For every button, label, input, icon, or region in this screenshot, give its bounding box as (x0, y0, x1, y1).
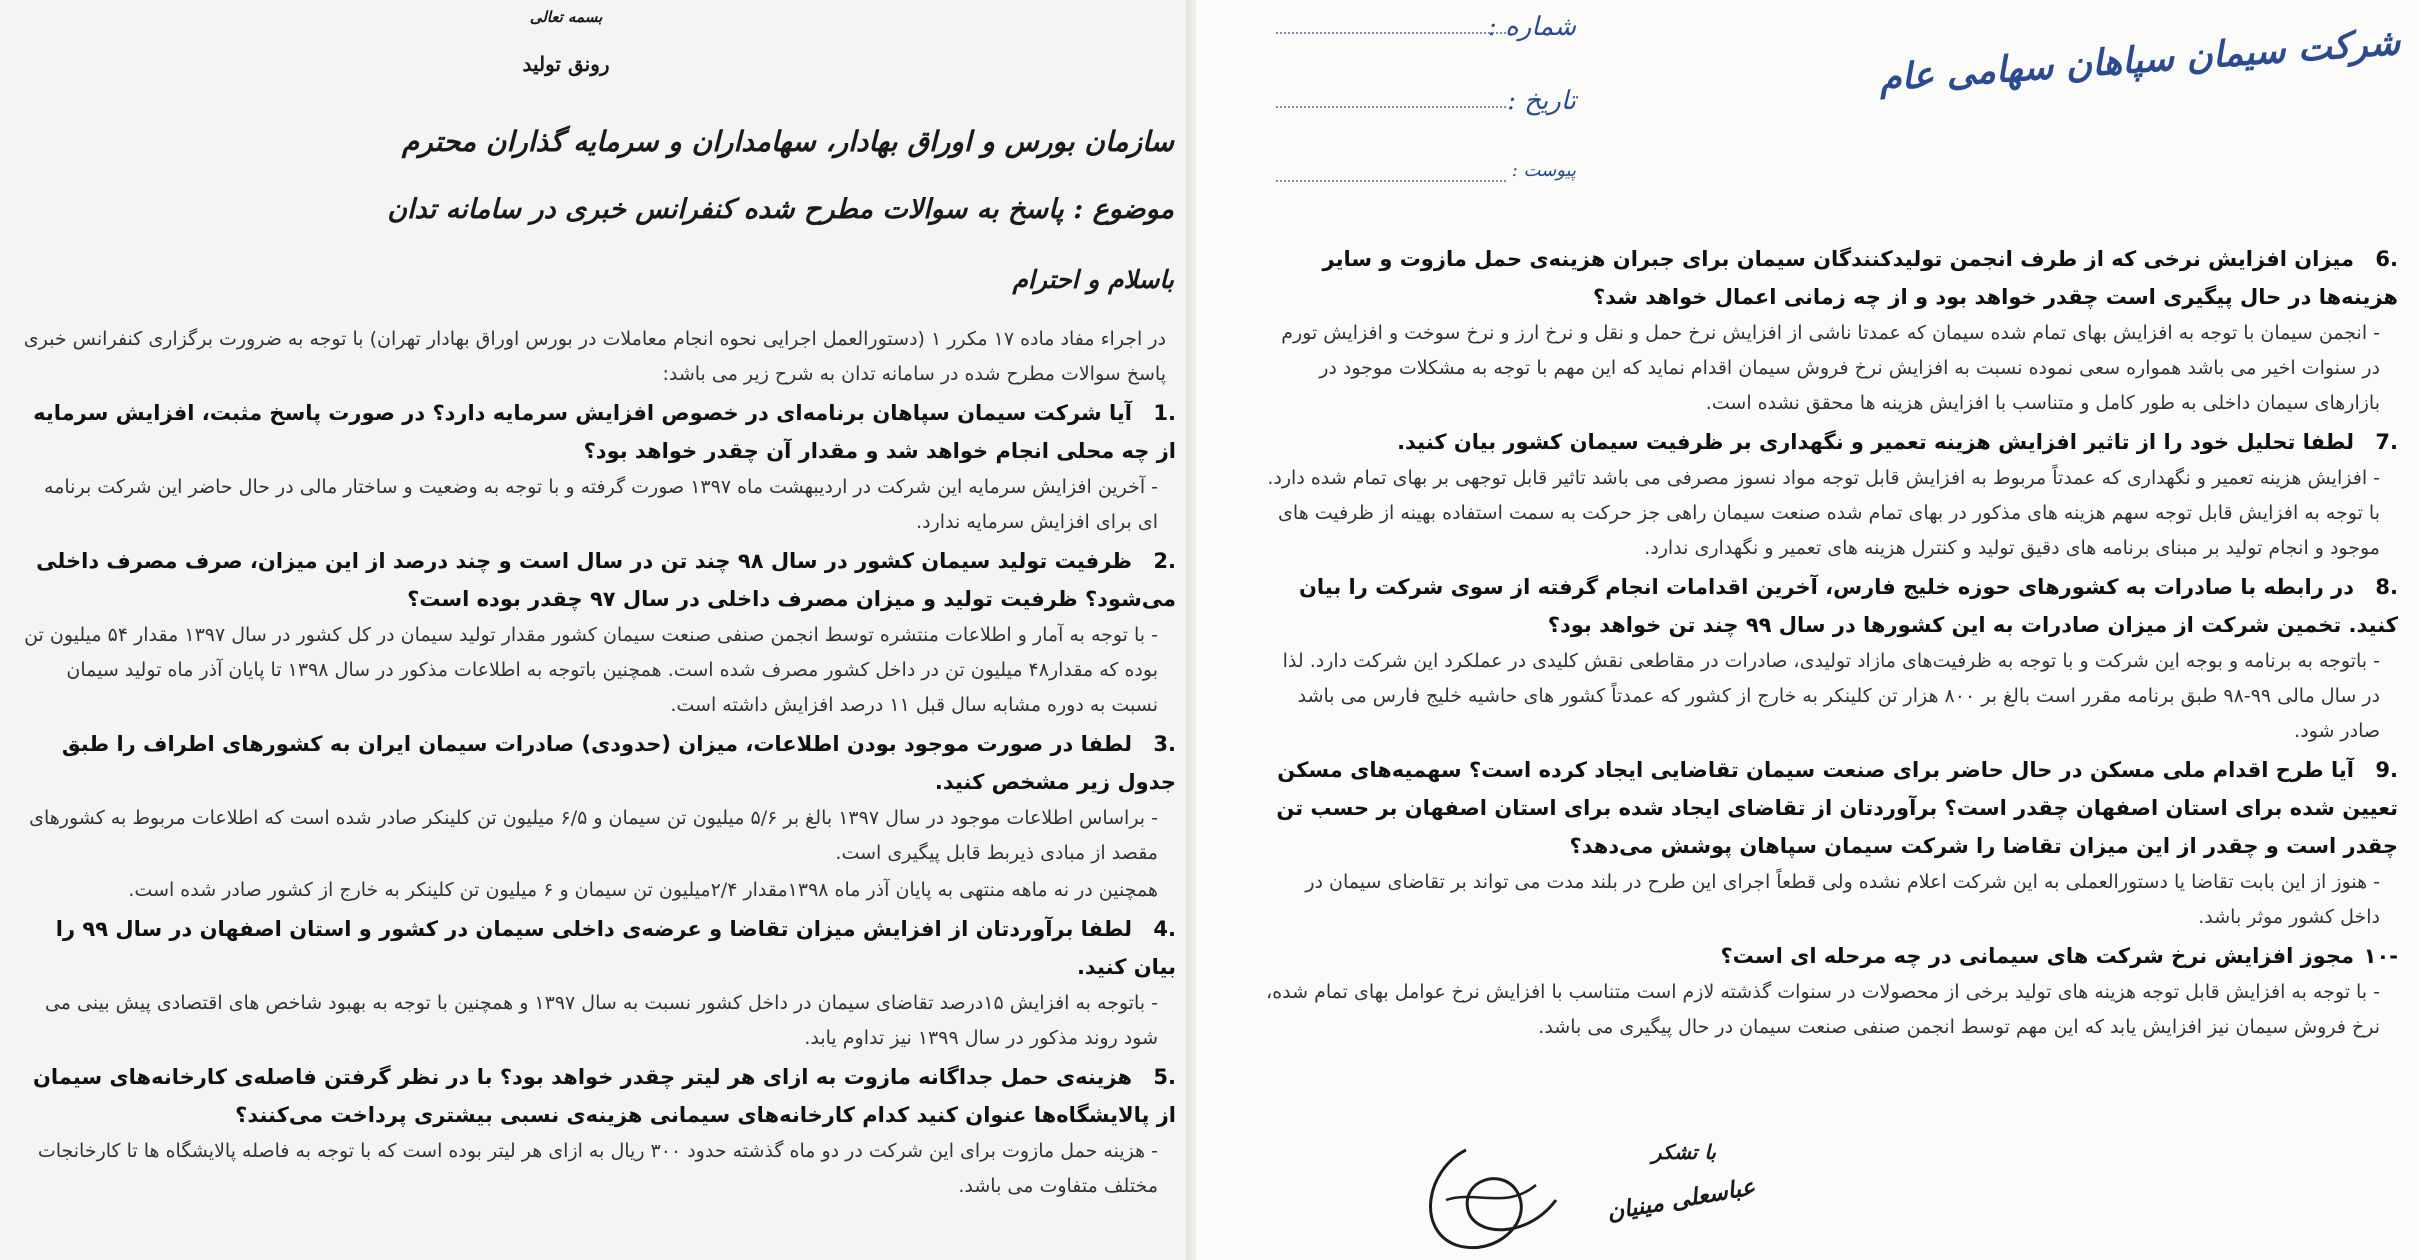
question-item (1266, 423, 2398, 566)
greeting: باسلام و احترام (1012, 265, 1174, 294)
question-text: در رابطه با صادرات به کشورهای حوزه خلیج فارس، آخرین اقدامات انجام گرفته از سوی شرکت را بیان کنید. تخمین شرکت از میزان صادرات به این کشورها در سال ۹۹ چند تن خواهد بود؟ (1298, 575, 2398, 637)
question-text: هزینه‌ی حمل جداگانه مازوت به ازای هر لیتر چقدر خواهد بود؟ با در نظر گرفتن فاصله‌ی کارخانه‌های سیمان از پالایشگاه‌ها عنوان کنید کدام کارخانه‌های سیمانی هزینه‌ی نسبی بیشتری پرداخت می‌کنند؟ (32, 1065, 1176, 1127)
answer-text: - هنوز از این بابت تقاضا یا دستورالعملی به این شرکت اعلام نشده ولی قطعاً اجرای این طرح در بلند مدت می تواند بر تقاضای سیمان در داخل کشور موثر باشد. (1305, 871, 2380, 928)
question-number: .5 (1153, 1065, 1176, 1089)
question-item (22, 1058, 1176, 1204)
answer-text: - باتوجه به افزایش ۱۵درصد تقاضای سیمان در داخل کشور نسبت به سال ۱۳۹۷ و همچنین با توجه به بهبود شاخص های اقتصادی پیش بینی می شود روند مذکور در سال ۱۳۹۹ نیز تداوم یابد. (44, 992, 1158, 1049)
question-number: .1 (1153, 401, 1176, 425)
question-number: .9 (2375, 758, 2398, 782)
signature-block (1406, 1140, 1826, 1260)
question-text: مجوز افزایش نرخ شرکت های سیمانی در چه مرحله ای است؟ (1720, 944, 2354, 968)
question-item (1266, 751, 2398, 935)
question-text: لطفا تحلیل خود را از تاثیر افزایش هزینه تعمیر و نگهداری بر ظرفیت سیمان کشور بیان کنید. (1397, 430, 2354, 454)
answer-text: - انجمن سیمان با توجه به افزایش بهای تمام شده سیمان که عمدتا ناشی از افزایش نرخ حمل و نقل و نرخ ارز و نرخ سوخت و افزایش تورم در سنوات اخیر می باشد همواره سعی نموده نسبت به افزایش نرخ فروش سیمان اقدام نماید که این مهم با توجه به مشکلات موجود در بازارهای سیمان داخلی به طور کامل و متناسب با افزایش هزینه ها محقق نشده است. (1281, 322, 2380, 414)
question-number: .4 (1153, 917, 1176, 941)
answer-text: - آخرین افزایش سرمایه این شرکت در اردیبهشت ماه ۱۳۹۷ صورت گرفته و با توجه به وضعیت و ساختار مالی در حال حاضر این شرکت برنامه ای برای افزایش سرمایه ندارد. (44, 476, 1158, 533)
answer-text: همچنین در نه ماهه منتهی به پایان آذر ماه ۱۳۹۸مقدار ۲/۴میلیون تن سیمان و ۶ میلیون تن کلینکر به خارج از کشور صادر شده است. (128, 879, 1158, 901)
question-text: آیا طرح اقدام ملی مسکن در حال حاضر برای صنعت سیمان تقاضایی ایجاد کرده است؟ سهمیه‌های مسکن تعیین شده برای استان اصفهان چقدر است؟ برآوردتان از تقاضای ایجاد شده برای استان اصفهان بر حسب تن چقدر است و چقدر از این میزان تقاضا را شرکت سیمان سپاهان پوشش می‌دهد؟ (1276, 758, 2398, 858)
signature-name: عباسعلی مینیان (1604, 1173, 1758, 1226)
letter-number-label: شماره : (1488, 12, 1576, 42)
intro-paragraph: در اجراء مفاد ماده ۱۷ مکرر ۱ (دستورالعمل اجرایی نحوه انجام معاملات در بورس اوراق بهادار تهران) با توجه به ضرورت برگزاری کنفرانس خبری پاسخ سوالات مطرح شده در سامانه تدان به شرح زیر می باشد: (23, 328, 1166, 385)
signature-scribble-icon (1406, 1140, 1586, 1260)
question-number: .7 (2375, 430, 2398, 454)
question-item (22, 910, 1176, 1056)
signature-thanks: با تشکر (1651, 1140, 1716, 1164)
answer-text: - هزینه حمل مازوت برای این شرکت در دو ماه گذشته حدود ۳۰۰ ریال به ازای هر لیتر بوده است که با توجه به فاصله پالایشگاه ها تا کارخانجات مختلف متفاوت می باشد. (37, 1140, 1158, 1197)
slogan: رونق تولید (522, 52, 610, 76)
right-question-list (1266, 240, 2398, 1045)
question-number: -۱۰ (2363, 944, 2398, 968)
question-number: .3 (1153, 732, 1176, 756)
letter-attachment-label: پیوست : (1511, 160, 1576, 181)
bismillah: بسمه تعالی (529, 8, 603, 26)
letter-attachment-field (1216, 160, 1576, 200)
question-number: .6 (2375, 247, 2398, 271)
question-text: ظرفیت تولید سیمان کشور در سال ۹۸ چند تن در سال است و چند درصد از این میزان، صرف مصرف داخلی می‌شود؟ ظرفیت تولید و میزان مصرف داخلی در سال ۹۷ چقدر بوده است؟ (36, 549, 1176, 611)
letter-date-field (1216, 86, 1576, 126)
letter-number-field (1216, 12, 1576, 52)
left-page (0, 0, 1196, 1260)
answer-text: - باتوجه به برنامه و بوجه این شرکت و با توجه به ظرفیت‌های مازاد تولیدی، صادرات در مقاطعی نقش کلیدی در عملکرد این شرکت دارد. لذا در سال مالی ۹۹-۹۸ طبق برنامه مقرر است بالغ بر ۸۰۰ هزار تن کلینکر به خارج از کشور که عمدتاً کشور های حاشیه خلیج فارس می باشد صادر شود. (1282, 650, 2380, 742)
question-text: لطفا برآوردتان از افزایش میزان تقاضا و عرضه‌ی داخلی سیمان در کشور و استان اصفهان در سال ۹۹ را بیان کنید. (55, 917, 1176, 979)
question-item (22, 725, 1176, 908)
answer-text: - با توجه به آمار و اطلاعات منتشره توسط انجمن صنفی صنعت سیمان کشور مقدار تولید سیمان در کل کشور در سال ۱۳۹۷ مقدار ۵۴ میلیون تن بوده که مقدار۴۸ میلیون تن در داخل کشور مصرف شده است. همچنین باتوجه به اطلاعات مذکور در سال ۱۳۹۸ تا پایان آذر ماه تولید سیمان نسبت به دوره مشابه سال قبل ۱۱ درصد افزایش داشته است. (24, 624, 1158, 716)
question-item (1266, 937, 2398, 1045)
company-letterhead: شرکت سیمان سپاهان سهامی عام (1877, 21, 2402, 100)
question-item (1266, 568, 2398, 749)
recipient: سازمان بورس و اوراق بهادار، سهامداران و سرمایه گذاران محترم (401, 125, 1174, 158)
question-item (1266, 240, 2398, 421)
right-page (1196, 0, 2420, 1260)
question-item (22, 542, 1176, 723)
question-text: لطفا در صورت موجود بودن اطلاعات، میزان (حدودی) صادرات سیمان ایران به کشورهای اطراف را طبق جدول زیر مشخص کنید. (61, 732, 1176, 794)
left-question-list (22, 394, 1176, 1204)
answer-text: - براساس اطلاعات موجود در سال ۱۳۹۷ بالغ بر ۵/۶ میلیون تن سیمان و ۶/۵ میلیون تن کلینکر صادر شده است که اطلاعات مربوط به کشورهای مقصد از مبادی ذیربط قابل پیگیری است. (29, 807, 1158, 864)
answer-text: - افزایش هزینه تعمیر و نگهداری که عمدتاً مربوط به افزایش قابل توجه مواد نسوز مصرفی می باشد تاثیر قابل توجهی بر بهای تمام شده دارد. با توجه به افزایش قابل توجه سهم هزینه های مذکور در بهای تمام شده صنعت سیمان راهی جز حرکت به سمت استفاده بهینه از ظرفیت های موجود و انجام تولید بر مبنای برنامه های دقیق تولید و کنترل هزینه های تعمیر و نگهداری ندارد. (1267, 467, 2380, 559)
question-item (22, 394, 1176, 540)
question-text: میزان افزایش نرخی که از طرف انجمن تولیدکنندگان سیمان برای جبران هزینه‌ی حمل مازوت و سایر هزینه‌ها در حال پیگیری است چقدر خواهد بود و از چه زمانی اعمال خواهد شد؟ (1322, 247, 2398, 309)
answer-text: - با توجه به افزایش قابل توجه هزینه های تولید برخی از محصولات در سنوات گذشته لازم است متناسب با افزایش نرخ عوامل بهای تمام شده، نرخ فروش سیمان نیز افزایش یابد که این مهم توسط انجمن صنفی صنعت سیمان در حال پیگیری می باشد. (1266, 981, 2380, 1038)
subject: موضوع : پاسخ به سوالات مطرح شده کنفرانس خبری در سامانه تدان (387, 194, 1174, 225)
question-text: آیا شرکت سیمان سپاهان برنامه‌ای در خصوص افزایش سرمایه دارد؟ در صورت پاسخ مثبت، افزایش سرمایه از چه محلی انجام خواهد شد و مقدار آن چقدر خواهد بود؟ (33, 401, 1176, 463)
question-number: .8 (2375, 575, 2398, 599)
letter-date-label: تاریخ : (1507, 86, 1576, 116)
question-number: .2 (1153, 549, 1176, 573)
